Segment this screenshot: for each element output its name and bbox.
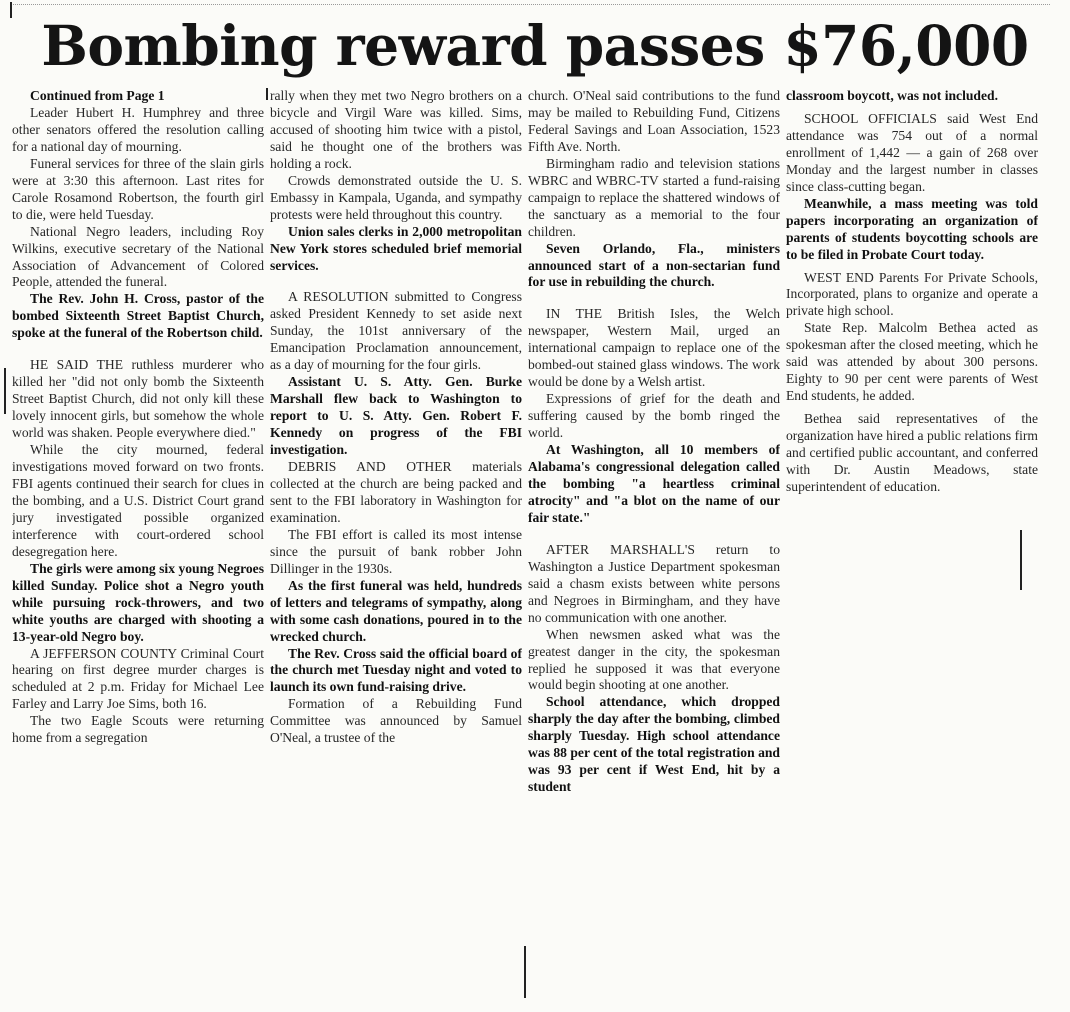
column-2-paragraph: Union sales clerks in 2,000 metropolitan New York stores scheduled brief memorial services. [270,223,522,273]
margin-mark-col2-top [266,88,268,100]
column-2-paragraph: Formation of a Rebuilding Fund Committee was announced by Samuel O'Neal, a trustee of the [270,696,522,746]
column-2-paragraph: The Rev. Cross said the official board of the church met Tuesday night and voted to launch its own fund-raising drive. [270,645,522,695]
column-4-paragraph: SCHOOL OFFICIALS said West End attendance was 754 out of a normal enrollment of 1,442 — a gain of 268 over Monday and the largest number in classes since class-cutting began. [786,110,1038,194]
column-3-paragraph: Seven Orlando, Fla., ministers announced start of a non-sectarian fund for use in rebuilding the church. [528,240,780,290]
margin-mark-col3-left [524,946,526,998]
column-1-paragraph: Continued from Page 1 [30,88,165,103]
column-1-paragraph: A JEFFERSON COUNTY Criminal Court hearing on first degree murder charges is scheduled at 2 p.m. Friday for Michael Lee Farley and Larry Joe Sims, both 16. [12,645,264,712]
column-3-paragraph: Birmingham radio and television stations WBRC and WBRC-TV started a fund-raising campaign to replace the shattered windows of the sanctuary as a memorial to the four children. [528,155,780,239]
column-1-paragraph: The Rev. John H. Cross, pastor of the bombed Sixteenth Street Baptist Church, spoke at the funeral of the Robertson child. [12,291,264,341]
column-1-paragraph: The two Eagle Scouts were returning home from a segregation [12,713,264,746]
column-2-paragraph: Crowds demonstrated outside the U. S. Embassy in Kampala, Uganda, and sympathy protests were held throughout this country. [270,172,522,222]
column-2-paragraph: rally when they met two Negro brothers on a bicycle and Virgil Ware was killed. Sims, accused of shooting him twice with a pistol, said he thought one of the brothers was holding a rock. [270,88,522,171]
column-4-paragraph: State Rep. Malcolm Bethea acted as spokesman after the closed meeting, which he said was attended by about 300 persons. Eighty to 90 per cent were parents of West End students, he added. [786,320,1038,404]
column-1-paragraph: National Negro leaders, including Roy Wilkins, executive secretary of the National Association of Advancement of Colored People, attended the funeral. [12,223,264,290]
column-3-paragraph: When newsmen asked what was the greatest danger in the city, the spokesman replied he supposed it was that everyone would begin shooting at one another. [528,626,780,693]
column-4-paragraph: Meanwhile, a mass meeting was told papers incorporating an organization of parents of students boycotting schools are to be filed in Probate Court today. [786,195,1038,262]
column-1-paragraph: HE SAID THE ruthless murderer who killed her "did not only bomb the Sixteenth Street Baptist Church, did not only kill these lovely innocent girls, but somehow the whole world was shaken. People everywhere died." [12,357,264,441]
article-column-2 [270,88,522,1006]
column-2-paragraph: DEBRIS AND OTHER materials collected at the church are being packed and sent to the FBI laboratory in Washington for examination. [270,459,522,525]
column-3-paragraph: IN THE British Isles, the Welch newspaper, Western Mail, urged an international campaign to replace one of the bombed-out stained glass windows. The work would be done by a Welsh artist. [528,306,780,390]
column-3-paragraph: church. O'Neal said contributions to the fund may be mailed to Rebuilding Fund, Citizens Federal Savings and Loan Association, 1523 Fifth Ave. North. [528,88,780,154]
column-4-paragraph: WEST END Parents For Private Schools, Incorporated, plans to organize and operate a private high school. [786,269,1038,319]
column-2-paragraph: The FBI effort is called its most intense since the pursuit of bank robber John Dillinger in the 1930s. [270,526,522,576]
article-column-4 [786,88,1038,1006]
margin-mark-col1-left [4,368,6,414]
column-1-paragraph: Funeral services for three of the slain girls were at 3:30 this afternoon. Last rites for Carole Rosamond Robertson, the fourth girl to die, were held Tuesday. [12,155,264,222]
column-4-paragraph: Bethea said representatives of the organization have hired a public relations firm and certified public accountant, and conferred with Dr. Austin Meadows, state superintendent of education. [786,411,1038,494]
column-3-paragraph: School attendance, which dropped sharply the day after the bombing, climbed sharply Tuesday. High school attendance was 88 per cent of the total registration and was 93 per cent if West End, hit by a student [528,694,780,795]
article-column-3 [528,88,780,1006]
column-3-paragraph: Expressions of grief for the death and suffering caused by the bomb ringed the world. [528,391,780,441]
column-3-paragraph: At Washington, all 10 members of Alabama's congressional delegation called the bombing "a heartless criminal atrocity" and "a blot on the name of our fair state." [528,442,780,525]
article-column-1 [12,88,264,1006]
column-2-paragraph: Assistant U. S. Atty. Gen. Burke Marshall flew back to Washington to report to U. S. Atty. Gen. Robert F. Kennedy on progress of the FBI investigation. [270,374,522,458]
column-2-paragraph: As the first funeral was held, hundreds of letters and telegrams of sympathy, along with some cash donations, poured in to the wrecked church. [270,577,522,644]
headline: Bombing reward passes $76,000 [41,13,1029,78]
column-3-paragraph: AFTER MARSHALL'S return to Washington a Justice Department spokesman said a chasm exists between white persons and Negroes in Birmingham, and they have no communication with one another. [528,541,780,625]
column-1-paragraph: The girls were among six young Negroes killed Sunday. Police shot a Negro youth while pursuing rock-throwers, and two white youths are charged with shooting a 13-year-old Negro boy. [12,560,264,644]
column-1-paragraph: Leader Hubert H. Humphrey and three other senators offered the resolution calling for a national day of mourning. [12,104,264,154]
column-1-paragraph: While the city mourned, federal investigations moved forward on two fronts. FBI agents continued their search for clues in the bombing, and a U.S. District Court grand jury investigated possible organized interference with court-ordered school desegregation here. [12,442,264,559]
column-2-paragraph: A RESOLUTION submitted to Congress asked President Kennedy to set aside next Sunday, the 101st anniversary of the Emancipation Proclamation announcement, as a day of mourning for the four girls. [270,289,522,373]
column-4-paragraph: classroom boycott, was not included. [786,88,998,103]
